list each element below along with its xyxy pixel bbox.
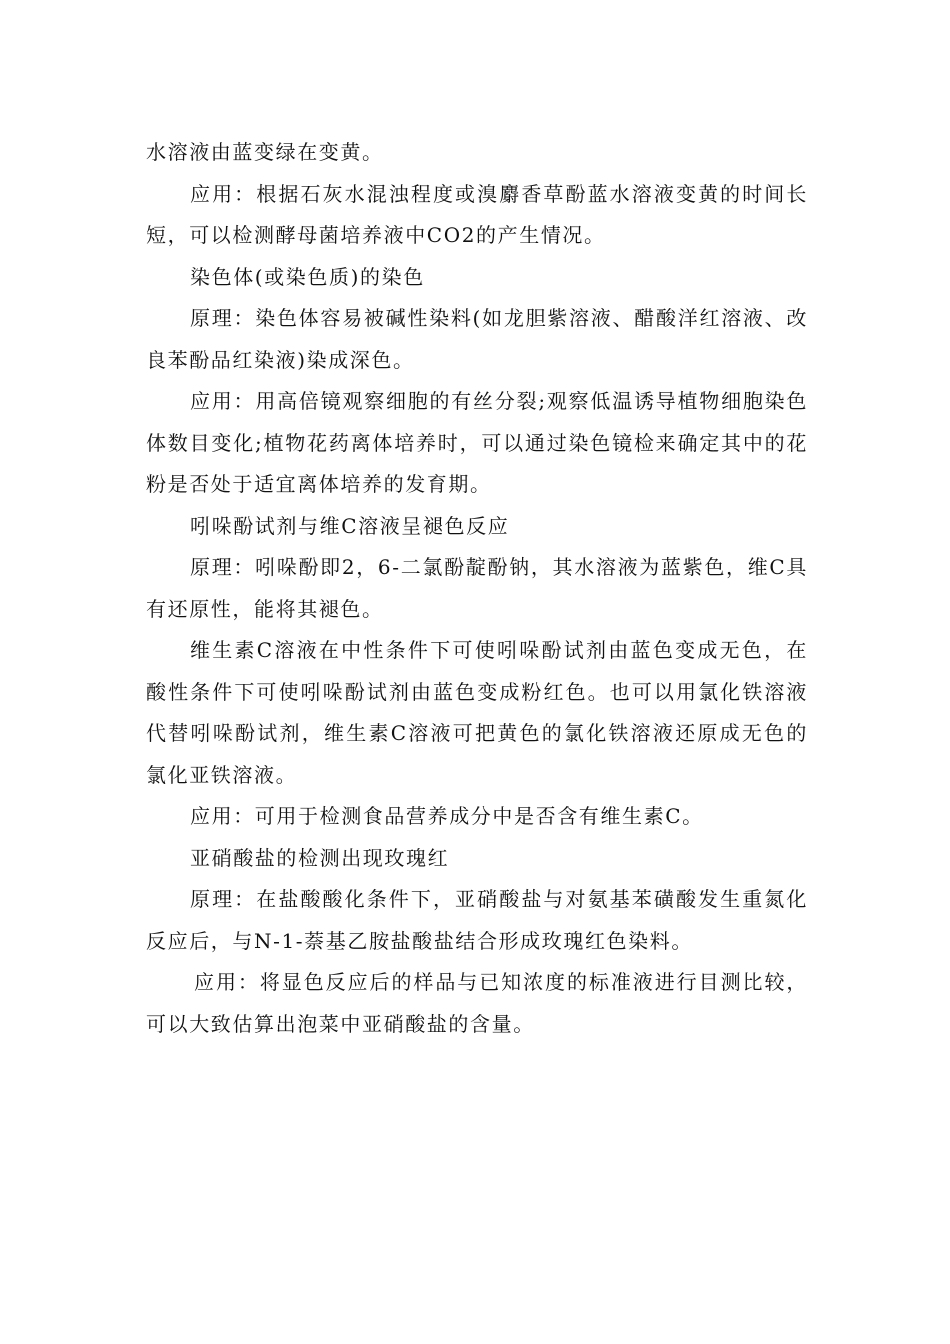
paragraph-vitamin-c-detail: 维生素C溶液在中性条件下可使吲哚酚试剂由蓝色变成无色，在酸性条件下可使吲哚酚试剂由蓝色变成粉红色。也可以用氯化铁溶液代替吲哚酚试剂，维生素C溶液可把黄色的氯化铁溶液还原成无色的氯化亚铁溶液。 [146, 638, 808, 787]
paragraph-principle-chromosome: 原理：染色体容易被碱性染料(如龙胆紫溶液、醋酸洋红溶液、改良苯酚品红染液)染成深色。 [146, 306, 808, 372]
section-heading-indophenol: 吲哚酚试剂与维C溶液呈褪色反应 [190, 513, 510, 538]
paragraph-principle-indophenol: 原理：吲哚酚即2，6-二氯酚靛酚钠，其水溶液为蓝紫色，维C具有还原性，能将其褪色。 [146, 555, 808, 621]
paragraph-continuation: 水溶液由蓝变绿在变黄。 [146, 140, 384, 164]
paragraph-application-nitrite: 应用：将显色反应后的样品与已知浓度的标准液进行目测比较，可以大致估算出泡菜中亚硝酸盐的含量。 [146, 970, 808, 1036]
section-heading-nitrite: 亚硝酸盐的检测出现玫瑰红 [190, 845, 450, 870]
paragraph-principle-nitrite: 原理：在盐酸酸化条件下，亚硝酸盐与对氨基苯磺酸发生重氮化反应后，与N-1-萘基乙胺盐酸盐结合形成玫瑰红色染料。 [146, 887, 808, 953]
paragraph-application-vitamin-c: 应用：可用于检测食品营养成分中是否含有维生素C。 [190, 804, 704, 828]
paragraph-application-co2: 应用：根据石灰水混浊程度或溴麝香草酚蓝水溶液变黄的时间长短，可以检测酵母菌培养液中CO2的产生情况。 [146, 181, 808, 247]
section-heading-chromosome-staining: 染色体(或染色质)的染色 [190, 264, 425, 289]
document-body [146, 132, 808, 1045]
paragraph-application-chromosome: 应用：用高倍镜观察细胞的有丝分裂;观察低温诱导植物细胞染色体数目变化;植物花药离体培养时，可以通过染色镜检来确定其中的花粉是否处于适宜离体培养的发育期。 [146, 389, 808, 496]
